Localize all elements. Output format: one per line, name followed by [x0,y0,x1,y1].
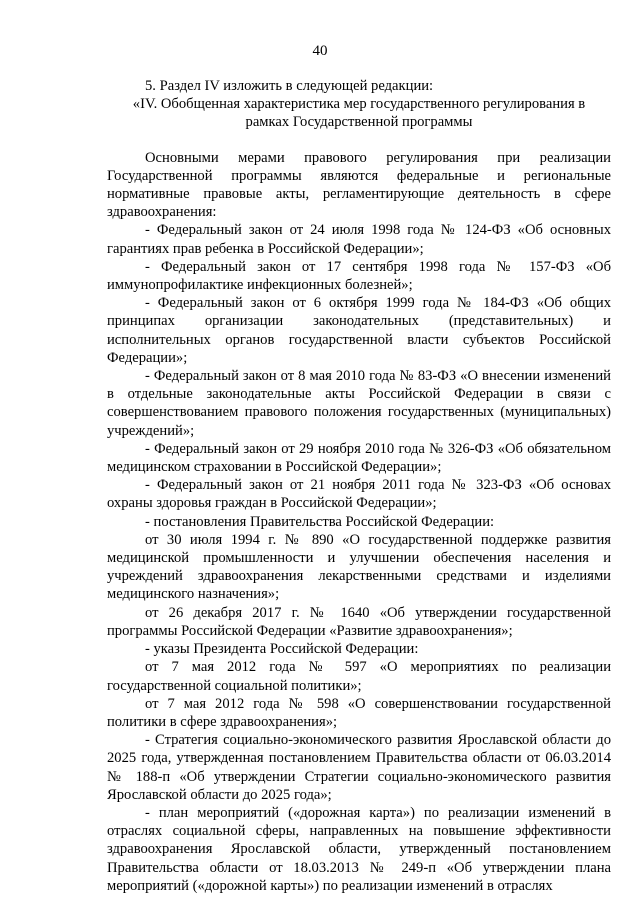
list-item-government-resolutions: - постановления Правительства Российской Федерации: [145,513,495,530]
list-item-law-124: - Федеральный закон от 24 июля 1998 года № 124-ФЗ «Об основных гарантиях прав ребенка в Российской Федерации»; [107,222,611,257]
section-title-line-2: рамках Государственной программы [245,114,473,131]
list-item-decree-598: от 7 мая 2012 года № 598 «О совершенствовании государственной политики в сфере здравоохранения»; [107,695,611,730]
list-item-roadmap-plan: - план мероприятий («дорожная карта») по реализации изменений в отраслях социальной сферы, направленных на повышение эффективности здравоохранения Ярославской области, утвержденный постановлением Правительства области от 18.03.2013 № 249-п «Об утверждении плана мероприятий («дорожной карты») по реализации изменений в отраслях [107,804,611,894]
list-item-law-326: - Федеральный закон от 29 ноября 2010 года № 326-ФЗ «Об обязательном медицинском страховании в Российской Федерации»; [107,440,611,476]
intro-line: 5. Раздел IV изложить в следующей редакции: [145,78,434,94]
list-item-law-157: - Федеральный закон от 17 сентября 1998 года № 157-ФЗ «Об иммунопрофилактике инфекционных болезней»; [107,258,611,294]
list-item-resolution-1640: от 26 декабря 2017 г. № 1640 «Об утверждении государственной программы Российской Федерации «Развитие здравоохранения»; [107,604,611,639]
list-item-law-323: - Федеральный закон от 21 ноября 2011 года № 323-ФЗ «Об основах охраны здоровья граждан в Российской Федерации»; [107,477,611,512]
page-number: 40 [312,43,328,59]
section-title-line-1: «IV. Обобщенная характеристика мер государственного регулирования в [132,96,586,113]
list-item-strategy-2025: - Стратегия социально-экономического развития Ярославской области до 2025 года, утвержденная постановлением Правительства области от 06.03.2014 № 188-п «Об утверждении Стратегии социально-экономического развития Ярославской области до 2025 года»; [107,732,611,803]
list-item-law-83: - Федеральный закон от 8 мая 2010 года № 83-ФЗ «О внесении изменений в отдельные законодательные акты Российской Федерации в связи с совершенствованием правового положения государственных (муниципальных) учреждений»; [107,368,611,439]
list-item-law-184: - Федеральный закон от 6 октября 1999 года № 184-ФЗ «Об общих принципах организации законодательных (представительных) и исполнительных органов государственной власти субъектов Российской Федерации»; [107,295,611,366]
section-title [107,95,611,131]
list-item-presidential-decrees: - указы Президента Российской Федерации: [145,641,419,658]
document-body [107,77,611,895]
list-item-decree-597: от 7 мая 2012 года № 597 «О мероприятиях по реализации государственной социальной политики»; [107,659,611,694]
list-item-resolution-890: от 30 июля 1994 г. № 890 «О государственной поддержке развития медицинской промышленности и улучшении обеспечения населения и учреждений здравоохранения лекарственными средствами и изделиями медицинского назначения»; [107,531,611,603]
paragraph-intro: Основными мерами правового регулирования при реализации Государственной программы являются федеральные и региональные нормативные правовые акты, регламентирующие деятельность в сфере здравоохранения: [107,149,611,221]
